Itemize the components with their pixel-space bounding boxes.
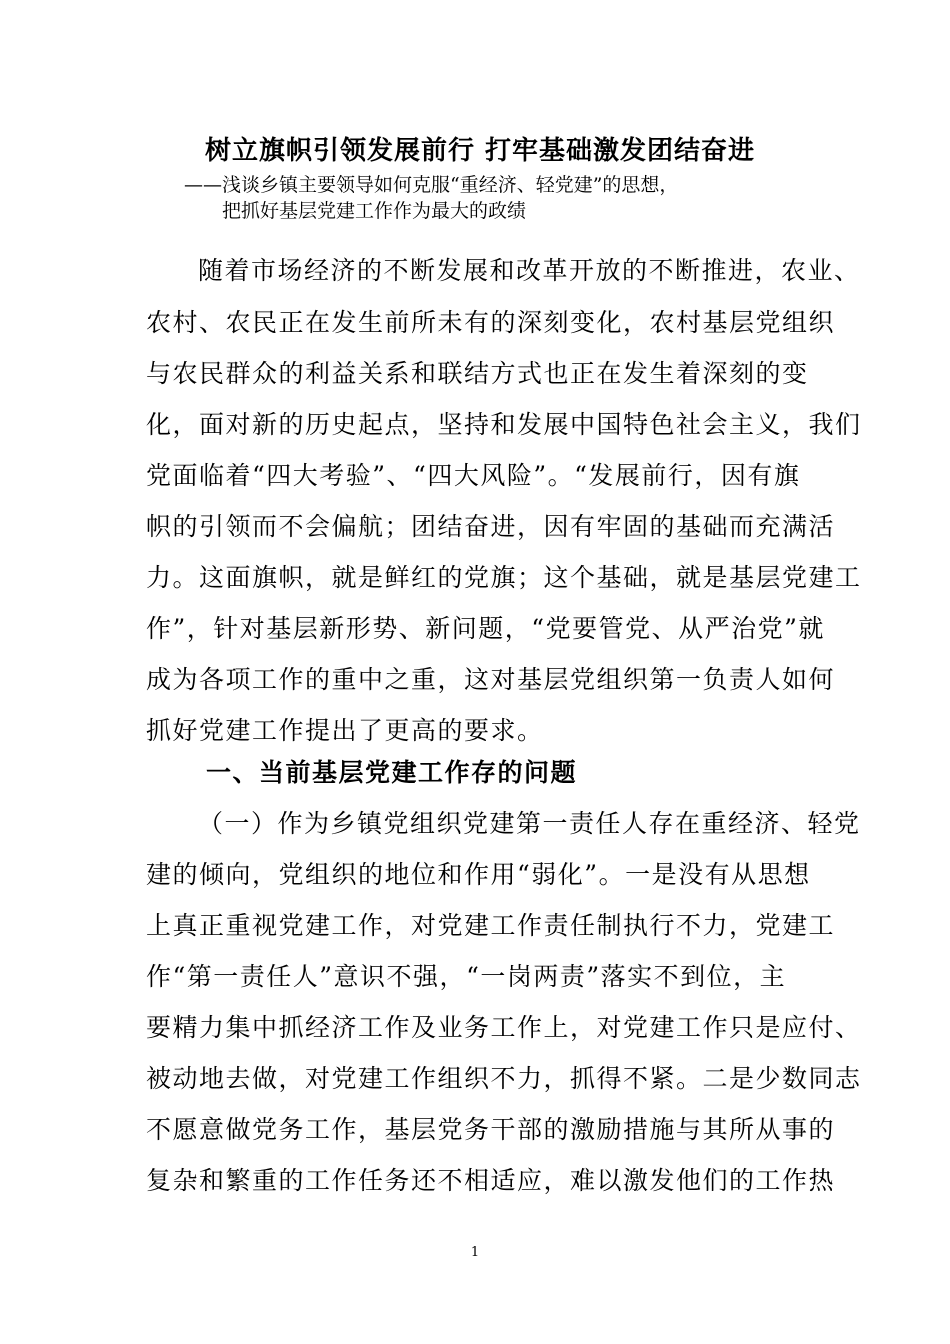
document-subtitle-line-2: 把抓好基层党建工作作为最大的政绩 <box>222 200 527 222</box>
paragraph-line: 复杂和繁重的工作任务还不相适应，难以激发他们的工作热 <box>146 1166 836 1195</box>
paragraph-line: 成为各项工作的重中之重，这对基层党组织第一负责人如何 <box>146 665 836 694</box>
paragraph-line: 化，面对新的历史起点，坚持和发展中国特色社会主义，我们 <box>146 410 862 439</box>
paragraph-line: 建的倾向，党组织的地位和作用“弱化”。一是没有从思想 <box>146 860 811 889</box>
paragraph-line: 不愿意做党务工作，基层党务干部的激励措施与其所从事的 <box>146 1115 836 1144</box>
paragraph-line: 农村、农民正在发生前所未有的深刻变化，农村基层党组织 <box>146 308 836 337</box>
section-heading: 一、当前基层党建工作存的问题 <box>206 758 578 787</box>
document-subtitle-line-1: ——浅谈乡镇主要领导如何克服“重经济、轻党建”的思想， <box>184 174 679 196</box>
paragraph-line: （一）作为乡镇党组织党建第一责任人存在重经济、轻党 <box>198 809 861 838</box>
paragraph-line: 被动地去做，对党建工作组织不力，抓得不紧。二是少数同志 <box>146 1064 862 1093</box>
paragraph-line: 帜的引领而不会偏航；团结奋进，因有牢固的基础而充满活 <box>146 512 836 541</box>
paragraph-line: 上真正重视党建工作，对党建工作责任制执行不力，党建工 <box>146 911 836 940</box>
paragraph-line: 党面临着“四大考验”、“四大风险”。“发展前行，因有旗 <box>146 461 801 490</box>
document-title: 树立旗帜引领发展前行 打牢基础激发团结奋进 <box>204 136 756 166</box>
paragraph-line: 与农民群众的利益关系和联结方式也正在发生着深刻的变 <box>146 359 809 388</box>
page-number: 1 <box>470 1245 480 1260</box>
paragraph-line: 抓好党建工作提出了更高的要求。 <box>146 716 544 745</box>
paragraph-line: 作”，针对基层新形势、新问题，“党要管党、从严治党”就 <box>146 614 825 643</box>
paragraph-line: 力。这面旗帜，就是鲜红的党旗；这个基础，就是基层党建工 <box>146 563 862 592</box>
paragraph-line: 随着市场经济的不断发展和改革开放的不断推进，农业、 <box>198 256 861 285</box>
paragraph-line: 作“第一责任人”意识不强，“一岗两责”落实不到位，主 <box>146 962 787 991</box>
paragraph-line: 要精力集中抓经济工作及业务工作上，对党建工作只是应付、 <box>146 1013 862 1042</box>
